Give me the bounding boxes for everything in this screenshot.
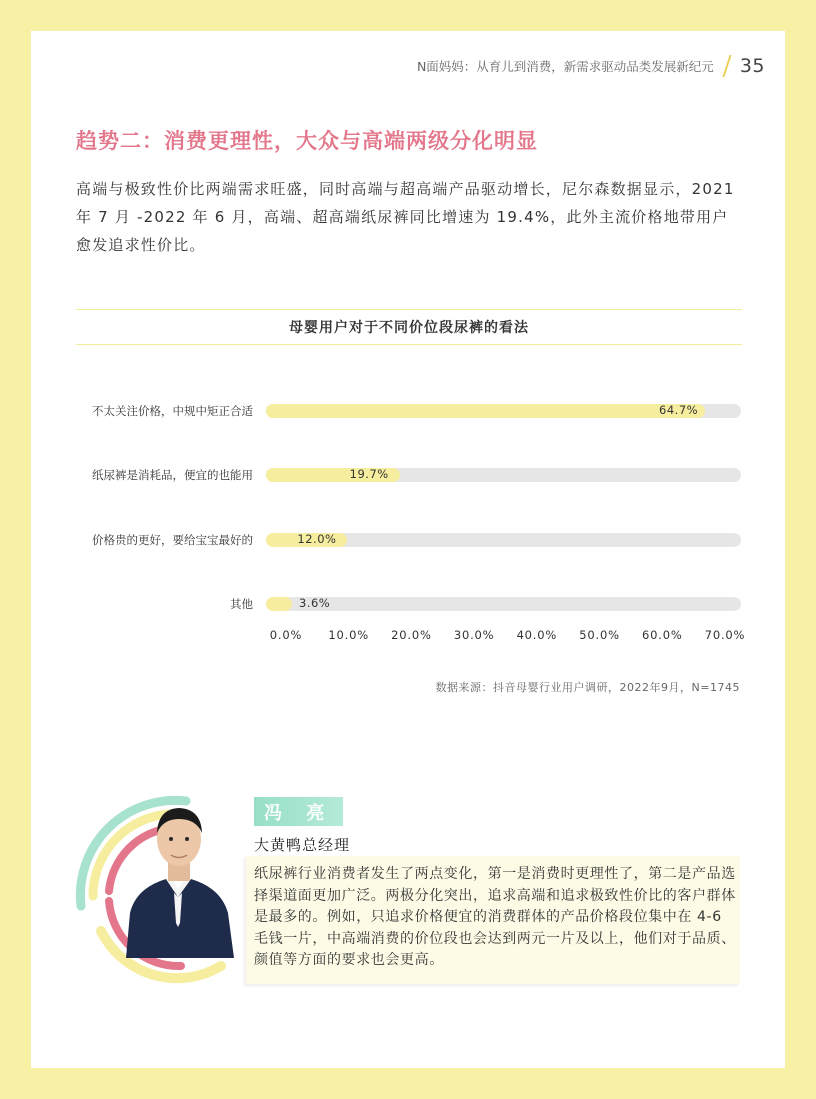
bar (266, 597, 292, 611)
category-label: 纸尿裤是消耗品，便宜的也能用 (92, 468, 253, 482)
bar-value-label: 3.6% (299, 596, 331, 610)
data-source-note: 数据来源：抖音母婴行业用户调研，2022年9月，N=1745 (435, 681, 740, 694)
bar-track (266, 468, 741, 482)
person-portrait (116, 793, 241, 958)
page-number: 35 (739, 55, 765, 77)
quote-text: 纸尿裤行业消费者发生了两点变化，第一是消费时更理性了，第二是产品选择渠道面更加广泛。两极分化突出，追求高端和追求极致性价比的客户群体是最多的。例如，只追求价格便宜的消费群体的产品价格段位集中在 4-6 毛钱一片，中高端消费的价位段也会达到两元一片及以上，他们对于品质、颜值等方面的要求也会更高。 (254, 866, 736, 968)
x-tick-label: 0.0% (269, 628, 303, 642)
chart-title: 母婴用户对于不同价位段尿裤的看法 (76, 309, 742, 345)
category-label: 价格贵的更好，要给宝宝最好的 (92, 533, 253, 547)
category-label: 不太关注价格，中规中矩正合适 (92, 404, 253, 418)
x-tick-label: 50.0% (579, 628, 620, 642)
bar-value-label: 19.7% (349, 467, 389, 481)
section-title: 趋势二：消费更理性，大众与高端两级分化明显 (76, 129, 538, 153)
section-body: 高端与极致性价比两端需求旺盛，同时高端与超高端产品驱动增长，尼尔森数据显示，2021 年 7 月 -2022 年 6 月，高端、超高端纸尿裤同比增速为 19.4%，此外主流价格地带用户愈发追求性价比。 (76, 180, 735, 254)
quote-box (246, 856, 740, 984)
x-tick-label: 40.0% (516, 628, 558, 642)
x-tick-label: 70.0% (704, 628, 746, 642)
category-label: 其他 (230, 597, 253, 611)
bar-track (266, 533, 741, 547)
report-page (31, 31, 785, 1068)
x-tick-label: 10.0% (328, 628, 369, 642)
x-tick-label: 60.0% (642, 628, 683, 642)
quote-person-name: 冯 亮 (254, 797, 343, 826)
horizontal-bar-chart (31, 31, 785, 731)
running-title: N面妈妈：从育儿到消费，新需求驱动品类发展新纪元 (416, 59, 714, 74)
x-tick-label: 20.0% (391, 628, 432, 642)
bar (266, 404, 705, 418)
bar-value-label: 64.7% (659, 403, 699, 417)
quote-person-position: 大黄鸭总经理 (254, 836, 351, 854)
x-tick-label: 30.0% (453, 628, 495, 642)
bar-track (266, 597, 741, 611)
bar-value-label: 12.0% (297, 532, 337, 546)
